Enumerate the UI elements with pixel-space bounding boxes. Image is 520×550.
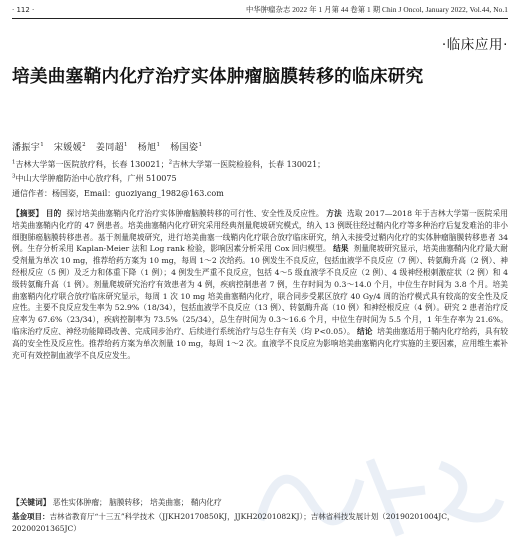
author-list: [12, 140, 202, 153]
affiliation-line: [12, 172, 508, 186]
abstract: [12, 208, 508, 361]
section-label: ·临床应用·: [441, 37, 508, 53]
author-sup: 1: [124, 142, 128, 148]
page-number: · 112 ·: [12, 6, 35, 14]
header-rule: [12, 18, 508, 19]
author-name: 宋媛媛: [53, 143, 83, 153]
article-title: 培美曲塞鞘内化疗治疗实体肿瘤脑膜转移的临床研究: [12, 67, 424, 87]
methods-label: 方法: [326, 209, 342, 218]
objective-label: 目的: [45, 209, 62, 218]
author-name: 潘振宇: [12, 143, 41, 153]
author-name: 杨国姿: [170, 143, 199, 153]
conclusion-text: 培美曲塞适用于鞘内化疗给药，具有较高的安全性及反应性。推荐给药方案为单次剂量 10 mg，每周 1～2 次。血液学不良反应为影响培美曲塞鞘内化疗实施的主要因素，应用维生素补充可有效控制血液学不良反应发生。: [12, 326, 508, 360]
keywords-list: 恶性实体肿瘤； 脑膜转移； 培美曲塞； 鞘内化疗: [52, 498, 222, 507]
methods-text: 选取 2017—2018 年于吉林大学第一医院采用培美曲塞鞘内化疗的 47 例患者。培美曲塞鞘内化疗研究采用经典剂量爬坡研究模式，纳入 13 例既往经过鞘内化疗等多种治疗后复发难治的非小细胞肺癌脑膜转移患者。基于剂量爬坡研究，进行培美曲塞一线鞘内化疗联合放疗临床研究，纳入未接受过鞘内化疗的实体肿瘤脑膜转移患者 34 例。生存分析采用 Kaplan-Meier 法和 Log rank 检验，影响因素分析采用 Cox 回归模型。: [12, 209, 508, 254]
keywords: [12, 497, 508, 509]
author-name: 杨旭: [137, 143, 157, 153]
abstract-heading: 【摘要】: [12, 209, 44, 218]
results-label: 结果: [333, 244, 349, 254]
affiliation-text: 吉林大学第一医院放疗科，长春 130021；: [15, 160, 169, 169]
author-name: 姜同超: [95, 143, 125, 153]
funding: [12, 511, 508, 535]
affil-sup: 1: [12, 159, 16, 166]
author-sup: 1: [198, 142, 203, 148]
results-text: 剂量爬坡研究显示，培美曲塞鞘内化疗最大耐受剂量为单次 10 mg，推荐给药方案为 10 mg，每周 1～2 次给药。10 例发生不良反应，包括血液学不良反应（7 例）、转氨酶升高（2 例）、神经根反应（5 例）及乏力和体重下降（1 例）；4 例发生严重不良反应，包括 4～5 级血液学不良反应（2 例）、4 级神经根刺激症状（2 例）和 4 级转氨酶升高（1 例）。剂量爬坡研究治疗有效患者为 4 例，疾病控制患者 7 例，生存时间为 0.3～14.0 个月，中位生存时间为 3.8 个月。培美曲塞鞘内化疗联合放疗临床研究显示，每周 1 次 10 mg 培美曲塞鞘内化疗，联合同步受累区放疗 40 Gy/4 周的治疗模式具有较高的安全性及反应性。主要不良反应发生率为 52.9%（18/34），包括血液学不良反应（13 例）、转氨酶升高（10 例）和神经根反应（4 例）。研究 2 患者治疗反应率为 67.6%（23/34），疾病控制率为 73.5%（25/34），总生存时间为 0.3～16.6 个月，中位生存时间为 5.5 个月，1 年生存率为 21.6%。临床治疗反应、神经功能障碍改善、完成同步治疗、后续进行系统治疗与总生存有关（均 P<0.05）。: [12, 244, 508, 336]
keywords-label: 【关键词】: [12, 498, 51, 507]
funding-text: 吉林省教育厅“十三五”科学技术（JJKH20170850KJ，JJKH20201082KJ）；吉林省科技发展计划（20190201004JC，20200201365JC）: [12, 512, 455, 533]
funding-label: 基金项目：: [12, 512, 50, 521]
correspondence: 通信作者：杨国姿，Email：guoziyang_1982@163.com: [12, 188, 224, 198]
affil-sup: 2: [168, 159, 173, 166]
affiliation-line: [12, 158, 508, 172]
affiliations: [12, 158, 508, 201]
conclusion-label: 结论: [357, 326, 373, 336]
affiliation-text: 吉林大学第一医院检验科，长春 130021；: [172, 160, 326, 169]
affiliation-text: 中山大学肿瘤防治中心放疗科，广州 510075: [15, 174, 177, 184]
author-sup: 1: [156, 142, 161, 148]
objective-text: 探讨培美曲塞鞘内化疗治疗实体肿瘤脑膜转移的可行性、安全性及反应性。: [66, 209, 324, 218]
author-sup: 2: [82, 142, 87, 148]
affil-sup: 3: [12, 173, 16, 180]
author-sup: 1: [40, 142, 45, 148]
journal-citation: 中华肿瘤杂志 2022 年 1 月第 44 卷第 1 期 Chin J Oncol, January 2022, Vol.44, No.1: [245, 5, 508, 14]
